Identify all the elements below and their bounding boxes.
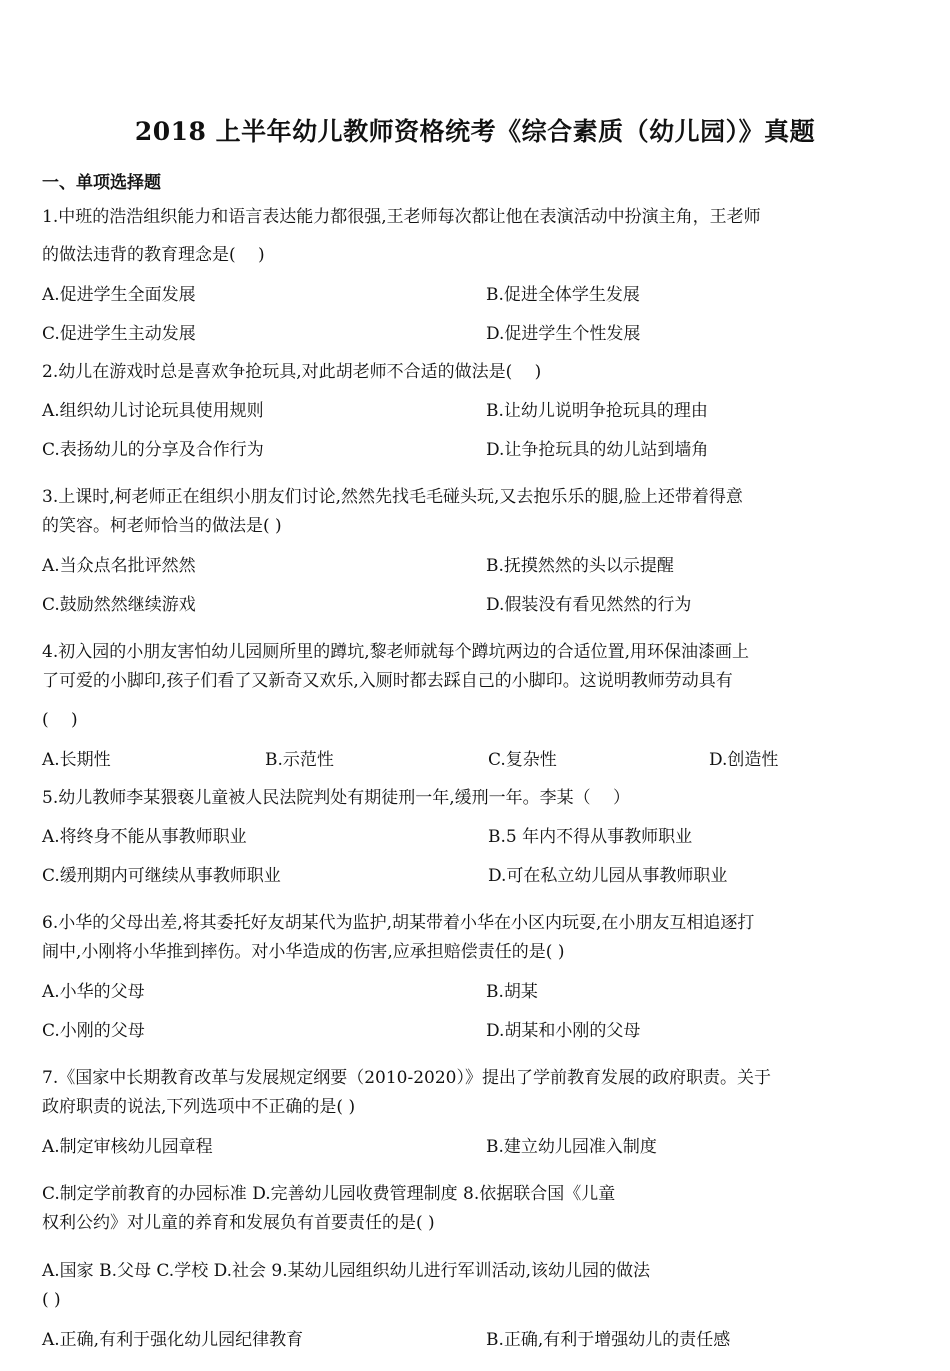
question-1-line-2: 的做法违背的教育理念是( ) xyxy=(42,245,265,265)
question-7-line-1: 7.《国家中长期教育改革与发展规定纲要（2010-2020）》提出了学前教育发展的政府职责。关于 xyxy=(42,1068,771,1088)
question-4-line-2: 了可爱的小脚印,孩子们看了又新奇又欢乐,入厕时都去踩自己的小脚印。这说明教师劳动具有 xyxy=(42,671,733,691)
question-1-option-b: B.促进全体学生发展 xyxy=(486,285,640,305)
question-5-option-d: D.可在私立幼儿园从事教师职业 xyxy=(488,866,728,886)
question-8-line-2: 权利公约》对儿童的养育和发展负有首要责任的是( ) xyxy=(42,1213,435,1233)
question-2-line-1: 2.幼儿在游戏时总是喜欢争抢玩具,对此胡老师不合适的做法是( ) xyxy=(42,362,542,382)
question-3-line-2: 的笑容。柯老师恰当的做法是( ) xyxy=(42,516,282,536)
question-5-line-1: 5.幼儿教师李某猥亵儿童被人民法院判处有期徒刑一年,缓刑一年。李某（ ） xyxy=(42,788,631,808)
question-8-options-question-9: A.国家 B.父母 C.学校 D.社会 9.某幼儿园组织幼儿进行军训活动,该幼儿园的做法 xyxy=(42,1261,651,1281)
question-1-line-1: 1.中班的浩浩组织能力和语言表达能力都很强,王老师每次都让他在表演活动中扮演主角，王老师 xyxy=(42,207,761,227)
question-6-option-c: C.小刚的父母 xyxy=(42,1021,145,1041)
question-9-option-a: A.正确,有利于强化幼儿园纪律教育 xyxy=(42,1330,304,1350)
question-7-option-b: B.建立幼儿园准入制度 xyxy=(486,1137,657,1157)
question-4-option-a: A.长期性 xyxy=(42,750,111,770)
question-3-line-1: 3.上课时,柯老师正在组织小朋友们讨论,然然先找毛毛碰头玩,又去抱乐乐的腿,脸上还带着得意 xyxy=(42,487,743,507)
question-9-line-2: ( ) xyxy=(42,1290,61,1310)
question-6-line-1: 6.小华的父母出差,将其委托好友胡某代为监护,胡某带着小华在小区内玩耍,在小朋友互相追逐打 xyxy=(42,913,755,933)
question-6-option-b: B.胡某 xyxy=(486,982,538,1002)
question-2-option-a: A.组织幼儿讨论玩具使用规则 xyxy=(42,401,264,421)
question-3-option-c: C.鼓励然然继续游戏 xyxy=(42,595,196,615)
question-4-option-d: D.创造性 xyxy=(709,750,779,770)
question-6-option-d: D.胡某和小刚的父母 xyxy=(486,1021,641,1041)
question-7-option-a: A.制定审核幼儿园章程 xyxy=(42,1137,213,1157)
question-7-line-2: 政府职责的说法,下列选项中不正确的是( ) xyxy=(42,1097,356,1117)
question-1-option-d: D.促进学生个性发展 xyxy=(486,324,641,344)
question-3-option-b: B.抚摸然然的头以示提醒 xyxy=(486,556,674,576)
section-heading: 一、单项选择题 xyxy=(42,173,161,193)
question-7-options-cd-question-8: C.制定学前教育的办园标准 D.完善幼儿园收费管理制度 8.依据联合国《儿童 xyxy=(42,1184,616,1204)
question-2-option-d: D.让争抢玩具的幼儿站到墙角 xyxy=(486,440,709,460)
question-6-option-a: A.小华的父母 xyxy=(42,982,145,1002)
question-4-line-3: ( ) xyxy=(42,710,78,730)
question-1-option-a: A.促进学生全面发展 xyxy=(42,285,196,305)
question-4-option-c: C.复杂性 xyxy=(488,750,557,770)
page-title: 2018 上半年幼儿教师资格统考《综合素质（幼儿园）》真题 xyxy=(134,117,816,146)
question-6-line-2: 闹中,小刚将小华推到摔伤。对小华造成的伤害,应承担赔偿责任的是( ) xyxy=(42,942,565,962)
question-4-line-1: 4.初入园的小朋友害怕幼儿园厕所里的蹲坑,黎老师就每个蹲坑两边的合适位置,用环保油漆画上 xyxy=(42,642,750,662)
question-5-option-b: B.5 年内不得从事教师职业 xyxy=(488,827,693,847)
question-1-option-c: C.促进学生主动发展 xyxy=(42,324,196,344)
question-9-option-b: B.正确,有利于增强幼儿的责任感 xyxy=(486,1330,731,1350)
question-3-option-d: D.假装没有看见然然的行为 xyxy=(486,595,692,615)
question-2-option-c: C.表扬幼儿的分享及合作行为 xyxy=(42,440,264,460)
question-5-option-c: C.缓刑期内可继续从事教师职业 xyxy=(42,866,281,886)
question-5-option-a: A.将终身不能从事教师职业 xyxy=(42,827,247,847)
question-3-option-a: A.当众点名批评然然 xyxy=(42,556,196,576)
question-4-option-b: B.示范性 xyxy=(265,750,334,770)
question-2-option-b: B.让幼儿说明争抢玩具的理由 xyxy=(486,401,708,421)
